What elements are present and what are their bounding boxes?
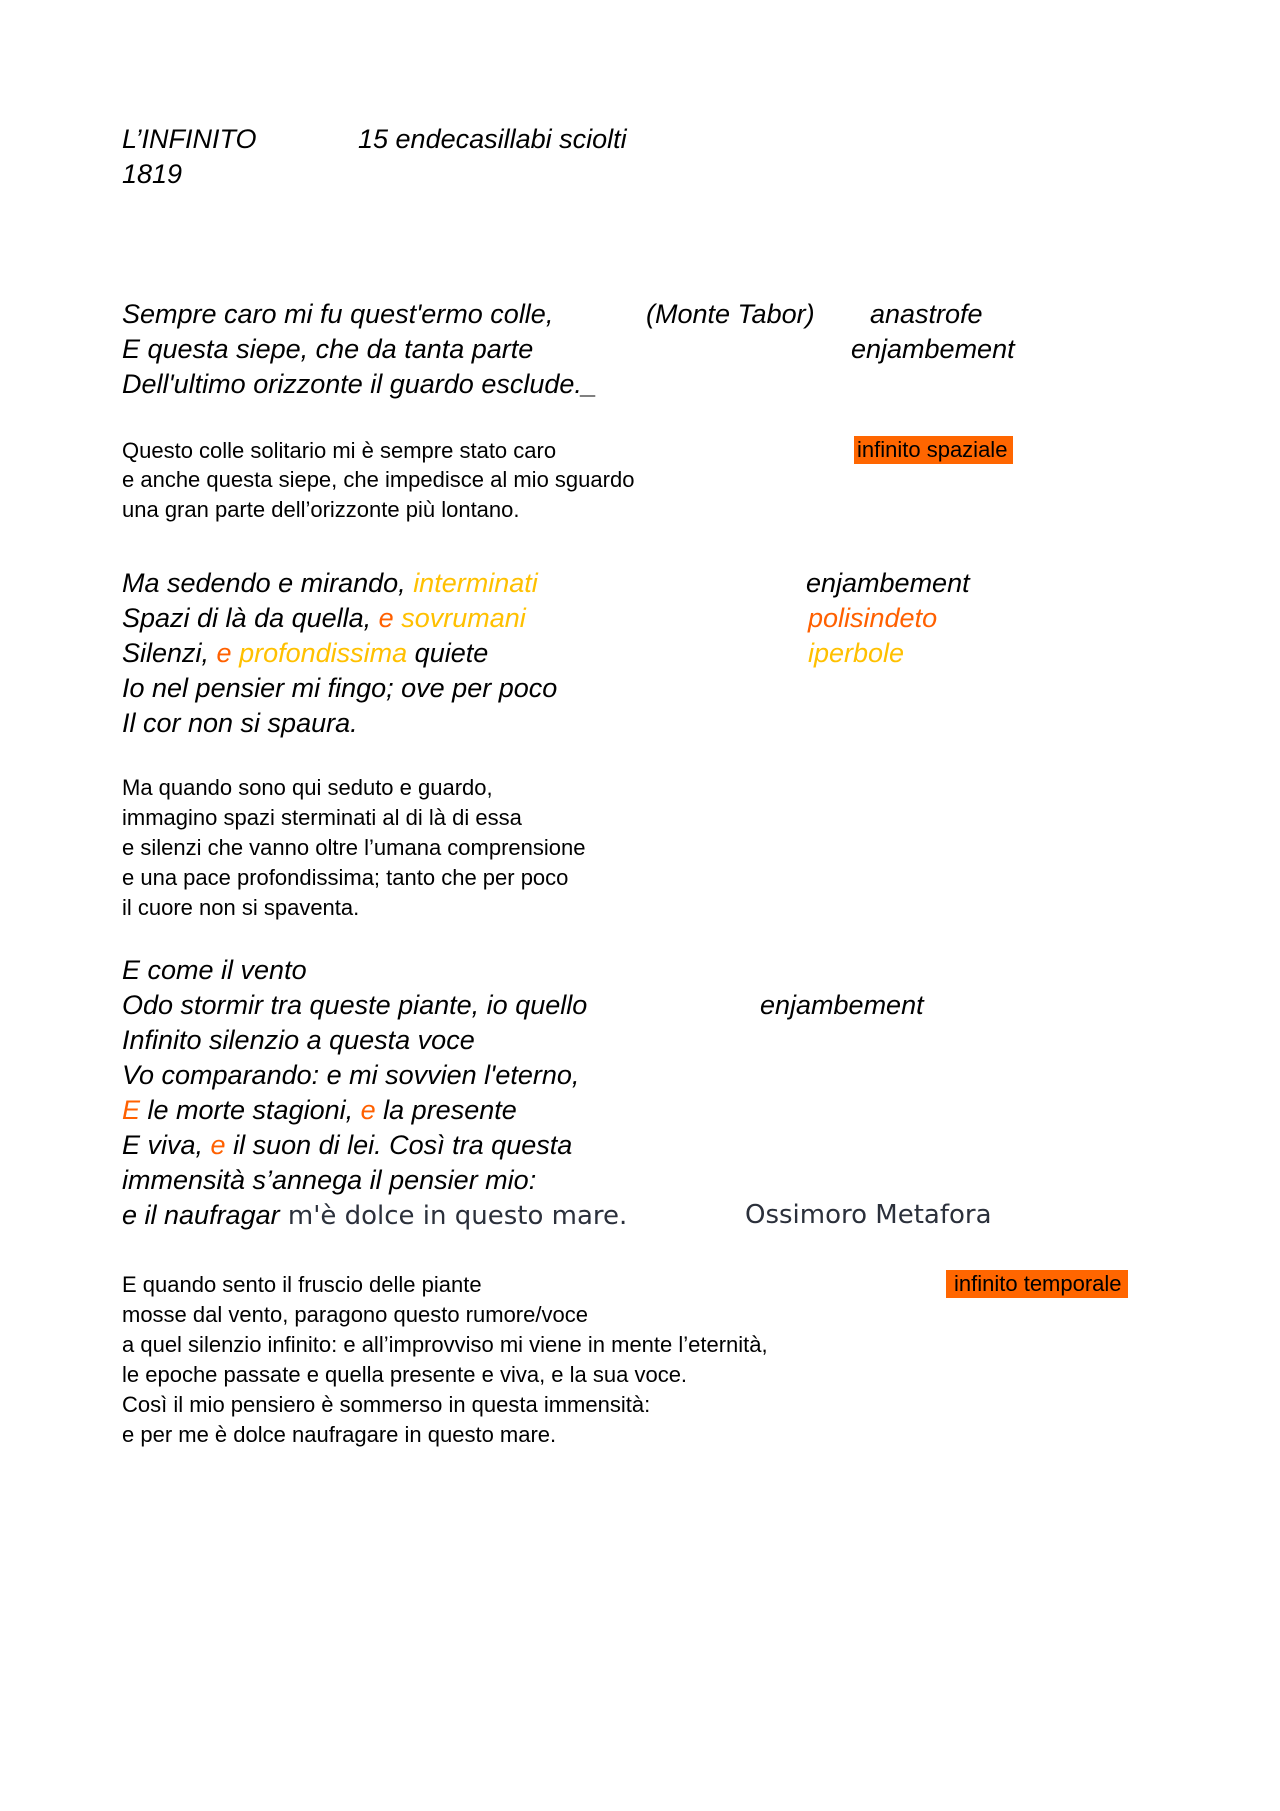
paraphrase-line: Ma quando sono qui seduto e guardo, [122, 775, 493, 800]
verse-line [122, 1198, 627, 1234]
hyperbole-word: interminati [413, 568, 538, 598]
polysyndeton-word: e [210, 1130, 226, 1160]
tag-infinito-spaziale: infinito spaziale [854, 436, 1013, 464]
verse-line: E questa siepe, che da tanta parte [122, 334, 534, 364]
paraphrase-line: e per me è dolce naufragare in questo mare. [122, 1422, 557, 1447]
paraphrase-2 [122, 773, 585, 923]
paraphrase-3 [122, 1270, 768, 1450]
figure-label-enjambement: enjambement [806, 568, 970, 598]
paraphrase-line: il cuore non si spaventa. [122, 895, 360, 920]
verse-line [122, 601, 557, 636]
place-note: (Monte Tabor) [646, 299, 815, 329]
paraphrase-line: E quando sento il fruscio delle piante [122, 1272, 482, 1297]
verse-line [122, 1128, 627, 1163]
stanza-2 [122, 566, 557, 741]
verse-text: Ma sedendo e mirando, [122, 568, 414, 598]
paraphrase-line: Così il mio pensiero è sommerso in questa immensità: [122, 1392, 651, 1417]
paraphrase-line: una gran parte dell’orizzonte più lontano. [122, 497, 520, 522]
poem-meter: 15 endecasillabi sciolti [358, 124, 627, 154]
paraphrase-line: Questo colle solitario mi è sempre stato caro [122, 438, 557, 463]
paraphrase-1 [122, 436, 634, 526]
verse-text: la presente [375, 1095, 517, 1125]
verse-line: Vo comparando: e mi sovvien l'eterno, [122, 1060, 580, 1090]
paraphrase-line: e silenzi che vanno oltre l’umana comprensione [122, 835, 586, 860]
figure-label-enjambement: enjambement [760, 990, 924, 1020]
tag-infinito-temporale: infinito temporale [946, 1270, 1128, 1298]
verse-line: immensità s’annega il pensier mio: [122, 1165, 537, 1195]
polysyndeton-word: e [378, 603, 394, 633]
verse-line: Io nel pensier mi fingo; ove per poco [122, 673, 558, 703]
verse-text: il suon di lei. Così tra questa [225, 1130, 573, 1160]
figure-label-anastrofe: anastrofe [870, 299, 983, 329]
paraphrase-line: a quel silenzio infinito: e all’improvviso mi viene in mente l’eternità, [122, 1332, 768, 1357]
space [232, 638, 240, 668]
verse-line: Odo stormir tra queste piante, io quello [122, 990, 588, 1020]
verse-line: Sempre caro mi fu quest'ermo colle, [122, 299, 554, 329]
figure-label-iperbole: iperbole [808, 638, 905, 668]
paraphrase-line: le epoche passate e quella presente e viva, e la sua voce. [122, 1362, 688, 1387]
hyperbole-word: profondissima [239, 638, 408, 668]
verse-line [122, 566, 557, 601]
paraphrase-line: mosse dal vento, paragono questo rumore/voce [122, 1302, 588, 1327]
verse-text: e il naufragar [122, 1200, 280, 1230]
paraphrase-line: e una pace profondissima; tanto che per poco [122, 865, 569, 890]
poem-year: 1819 [122, 159, 183, 189]
stanza-3 [122, 953, 627, 1234]
poem-title: L’INFINITO [122, 124, 257, 154]
verse-line: E come il vento [122, 955, 307, 985]
verse-text: Spazi di là da quella, [122, 603, 379, 633]
paraphrase-line: e anche questa siepe, che impedisce al mio sguardo [122, 467, 635, 492]
verse-text: E viva, [122, 1130, 211, 1160]
verse-text: Silenzi, [122, 638, 217, 668]
verse-text-alt-font: m'è dolce in questo mare. [279, 1201, 628, 1231]
polysyndeton-word: e [216, 638, 232, 668]
verse-line: Infinito silenzio a questa voce [122, 1025, 475, 1055]
polysyndeton-word: E [122, 1095, 141, 1125]
figure-label-ossimoro-metafora: Ossimoro Metafora [745, 1200, 992, 1230]
paraphrase-line: immagino spazi sterminati al di là di essa [122, 805, 522, 830]
verse-line: Il cor non si spaura. [122, 708, 358, 738]
figure-label-enjambement: enjambement [851, 334, 1015, 364]
verse-text: quiete [407, 638, 489, 668]
figure-label-polisindeto: polisindeto [808, 603, 938, 633]
polysyndeton-word: e [360, 1095, 376, 1125]
hyperbole-word: sovrumani [401, 603, 526, 633]
verse-text: le morte stagioni, [140, 1095, 361, 1125]
stanza-1 [122, 297, 597, 402]
verse-line [122, 636, 557, 671]
verse-line [122, 1093, 627, 1128]
verse-line: Dell'ultimo orizzonte il guardo esclude._ [122, 369, 597, 399]
